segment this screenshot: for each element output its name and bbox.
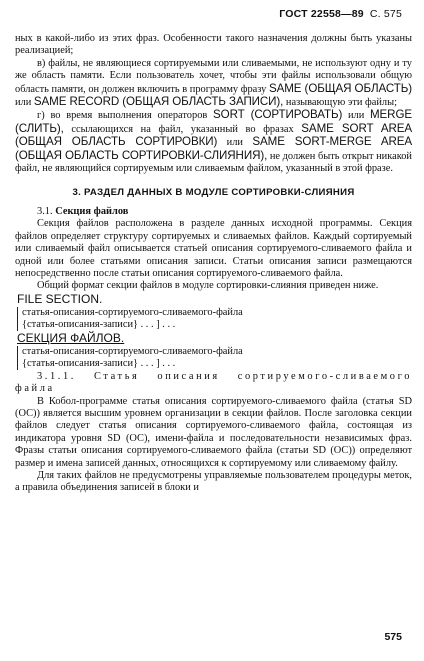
text-run: или xyxy=(15,97,34,109)
text-run: не должен быть открыт никакой файл, не являющийся сортируемым или сливаемым файлом, указанный в этой фразе. xyxy=(15,150,412,175)
keyword-same: SAME (ОБЩАЯ ОБЛАСТЬ) xyxy=(268,81,412,95)
body-text xyxy=(15,33,412,495)
format-keyword-en: FILE SECTION. xyxy=(17,291,103,306)
format-line: статья-описания-сортируемого-сливаемого-файла xyxy=(22,306,243,318)
paragraph: Для таких файлов не предусмотрены управляемые пользователем процедуры меток, а правила объединения записей в блоки и xyxy=(15,469,412,494)
format-line: {статья-описания-записи} . . . ] . . . xyxy=(22,357,176,369)
subsection-number: 3.1. xyxy=(37,205,53,217)
keyword-merge: MERGE (СЛИТЬ), xyxy=(15,108,412,135)
text-run: в) файлы, не являющиеся сортируемыми или сливаемыми, не используют одну и ту же область памяти. Если пользователь хочет, чтобы эти файлы использовали общую область памяти, он должен включить в программу фразу xyxy=(15,57,412,95)
format-block-en xyxy=(17,307,412,331)
section-heading: 3. РАЗДЕЛ ДАННЫХ В МОДУЛЕ СОРТИРОВКИ-СЛИЯНИЯ xyxy=(72,187,355,199)
format-keyword-ru: СЕКЦИЯ ФАЙЛОВ. xyxy=(17,330,125,345)
paragraph: Секция файлов расположена в разделе данных исходной программы. Секция файлов определяет структуру сортируемых и сливаемых файлов. Каждый сортируемый или сливаемый файл описывается статьей описания сортируемого-сливаемого файла и одной или более статьями описания записи. Статьи описания записи размещаются непосредственно после статьи описания сортируемого-сливаемого файла. xyxy=(15,218,412,279)
text-run: или xyxy=(342,110,370,122)
subsection-title: Секция файлов xyxy=(55,205,129,217)
format-line: статья-описания-сортируемого-сливаемого-файла xyxy=(22,345,243,357)
text-run: ссылающихся на файл, указанный во фразах xyxy=(63,123,302,135)
paragraph: В Кобол-программе статья описания сортируемого-сливаемого файла (статья SD (ОС)) является высшим уровнем организации в секции файлов. После заголовка секции файлов следует статья описания сортируемого-сливаемого файла, состоящая из индикатора уровня SD (ОС), имени-файла и последовательности независимых фраз. Фразы статьи описания сортируемого-сливаемого файла (статьи SD (ОС)) определяют размер и имена записей данных, относящихся к сортируемому или сливаемому файлу. xyxy=(15,395,412,469)
subsubsection-heading: 3.1.1. Статья описания сортируемого-сливаемого файла xyxy=(15,370,412,395)
standard-number: ГОСТ 22558—89 xyxy=(279,8,364,20)
text-run: или xyxy=(217,137,253,149)
paragraph-item-g xyxy=(15,109,412,175)
paragraph-item-v xyxy=(15,58,412,110)
keyword-same-record: SAME RECORD (ОБЩАЯ ОБЛАСТЬ ЗАПИСИ), xyxy=(33,95,284,109)
keyword-sort: SORT (СОРТИРОВАТЬ) xyxy=(213,108,343,122)
format-block-ru xyxy=(17,346,412,370)
keyword-same-sort-area: SAME SORT AREA (ОБЩАЯ ОБЛАСТЬ СОРТИРОВКИ) xyxy=(15,121,413,149)
page-number: 575 xyxy=(384,631,402,643)
paragraph-continuation: ных в какой-либо из этих фраз. Особенности такого назначения должны быть указаны реализацией; xyxy=(15,33,412,57)
keyword-same-sort-merge-area: SAME SORT-MERGE AREA (ОБЩАЯ ОБЛАСТЬ СОРТИРОВКИ-СЛИЯНИЯ), xyxy=(15,135,412,162)
text-run: называющую эти файлы; xyxy=(283,97,397,109)
format-line: {статья-описания-записи} . . . ] . . . xyxy=(22,318,176,330)
page-header xyxy=(279,8,402,20)
subsection-heading xyxy=(15,206,412,218)
text-run: г) во время выполнения операторов xyxy=(37,110,214,122)
page-label: С. 575 xyxy=(369,8,402,20)
paragraph: Общий формат секции файлов в модуле сортировки-слияния приведен ниже. xyxy=(37,280,379,292)
